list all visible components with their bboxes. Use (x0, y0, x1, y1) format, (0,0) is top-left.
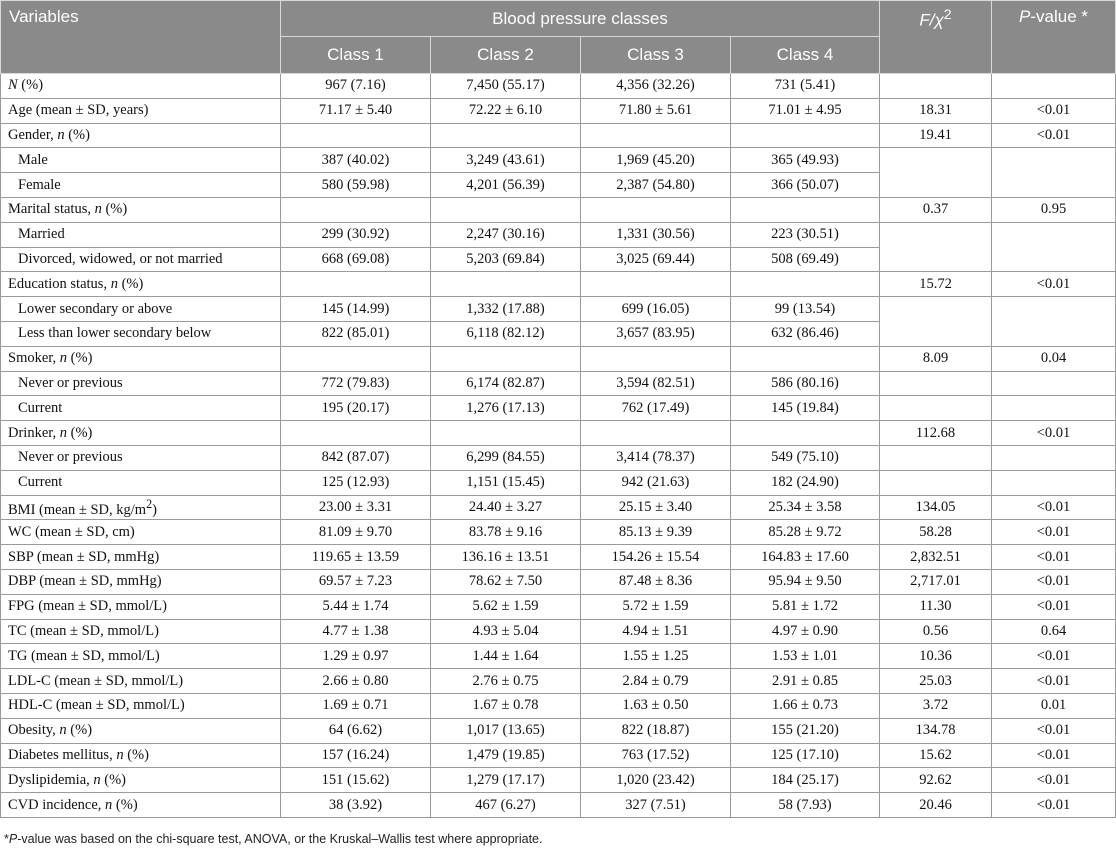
row-label: Dyslipidemia, n (%) (1, 768, 281, 793)
cell-class-3: 942 (21.63) (581, 470, 731, 495)
cell-p: <0.01 (992, 421, 1116, 446)
table-row (1, 297, 1116, 322)
header-class-2: Class 2 (431, 37, 581, 74)
cell-empty (431, 197, 581, 222)
cell-class-2: 1,479 (19.85) (431, 743, 581, 768)
cell-class-4: 125 (17.10) (731, 743, 880, 768)
cell-empty (281, 272, 431, 297)
cell-class-2: 2.76 ± 0.75 (431, 669, 581, 694)
cell-p: <0.01 (992, 768, 1116, 793)
cell-class-4: 586 (80.16) (731, 371, 880, 396)
cell-class-1: 1.69 ± 0.71 (281, 693, 431, 718)
cell-class-2: 7,450 (55.17) (431, 74, 581, 99)
table-row (1, 569, 1116, 594)
header-class-1: Class 1 (281, 37, 431, 74)
cell-class-1: 64 (6.62) (281, 718, 431, 743)
table-row (1, 470, 1116, 495)
row-label: LDL-C (mean ± SD, mmol/L) (1, 669, 281, 694)
row-label: Married (1, 222, 281, 247)
cell-class-1: 580 (59.98) (281, 173, 431, 198)
cell-class-4: 184 (25.17) (731, 768, 880, 793)
row-label: Education status, n (%) (1, 272, 281, 297)
cell-p: <0.01 (992, 718, 1116, 743)
cell-class-2: 136.16 ± 13.51 (431, 545, 581, 570)
cell-class-3: 699 (16.05) (581, 297, 731, 322)
cell-empty (581, 123, 731, 148)
cell-p: <0.01 (992, 743, 1116, 768)
cell-class-1: 23.00 ± 3.31 (281, 495, 431, 520)
cell-class-3: 3,025 (69.44) (581, 247, 731, 272)
cell-class-1: 157 (16.24) (281, 743, 431, 768)
cell-class-3: 85.13 ± 9.39 (581, 520, 731, 545)
cell-class-3: 4,356 (32.26) (581, 74, 731, 99)
cell-class-4: 549 (75.10) (731, 445, 880, 470)
cell-p: <0.01 (992, 495, 1116, 520)
cell-class-3: 2,387 (54.80) (581, 173, 731, 198)
cell-class-1: 38 (3.92) (281, 793, 431, 818)
cell-empty (731, 123, 880, 148)
cell-class-3: 822 (18.87) (581, 718, 731, 743)
cell-class-4: 5.81 ± 1.72 (731, 594, 880, 619)
cell-class-4: 25.34 ± 3.58 (731, 495, 880, 520)
cell-class-2: 6,118 (82.12) (431, 321, 581, 346)
cell-class-2: 83.78 ± 9.16 (431, 520, 581, 545)
cell-f: 2,717.01 (880, 569, 992, 594)
cell-f: 15.62 (880, 743, 992, 768)
cell-class-3: 3,414 (78.37) (581, 445, 731, 470)
cell-class-4: 366 (50.07) (731, 173, 880, 198)
header-class-4: Class 4 (731, 37, 880, 74)
row-label: Divorced, widowed, or not married (1, 247, 281, 272)
cell-class-2: 78.62 ± 7.50 (431, 569, 581, 594)
cell-class-2: 5.62 ± 1.59 (431, 594, 581, 619)
cell-f: 25.03 (880, 669, 992, 694)
cell-empty (992, 297, 1116, 347)
table-footnote: *P-value was based on the chi-square test, ANOVA, or the Kruskal–Wallis test where appropriate. (4, 832, 543, 846)
cell-empty (581, 272, 731, 297)
table-row (1, 619, 1116, 644)
table-row (1, 644, 1116, 669)
cell-class-3: 762 (17.49) (581, 396, 731, 421)
row-label: TG (mean ± SD, mmol/L) (1, 644, 281, 669)
cell-empty (731, 197, 880, 222)
cell-class-2: 1,332 (17.88) (431, 297, 581, 322)
cell-empty (581, 421, 731, 446)
cell-class-1: 1.29 ± 0.97 (281, 644, 431, 669)
cell-class-4: 155 (21.20) (731, 718, 880, 743)
cell-class-2: 1,276 (17.13) (431, 396, 581, 421)
cell-p: 0.95 (992, 197, 1116, 222)
cell-class-1: 145 (14.99) (281, 297, 431, 322)
cell-empty (581, 346, 731, 371)
cell-class-3: 71.80 ± 5.61 (581, 98, 731, 123)
cell-empty (992, 396, 1116, 421)
cell-class-3: 4.94 ± 1.51 (581, 619, 731, 644)
row-label: Smoker, n (%) (1, 346, 281, 371)
cell-empty (281, 197, 431, 222)
cell-class-2: 1,017 (13.65) (431, 718, 581, 743)
cell-f: 0.56 (880, 619, 992, 644)
cell-f: 92.62 (880, 768, 992, 793)
cell-class-2: 5,203 (69.84) (431, 247, 581, 272)
cell-f: 10.36 (880, 644, 992, 669)
cell-empty (731, 346, 880, 371)
header-p-value: P-value * (992, 1, 1116, 74)
cell-empty (731, 421, 880, 446)
cell-class-4: 4.97 ± 0.90 (731, 619, 880, 644)
cell-class-2: 1.67 ± 0.78 (431, 693, 581, 718)
cell-class-1: 842 (87.07) (281, 445, 431, 470)
table-row (1, 396, 1116, 421)
cell-empty (281, 123, 431, 148)
cell-f (880, 74, 992, 99)
cell-class-2: 1.44 ± 1.64 (431, 644, 581, 669)
cell-empty (880, 371, 992, 396)
cell-class-4: 85.28 ± 9.72 (731, 520, 880, 545)
cell-empty (880, 396, 992, 421)
cell-f: 15.72 (880, 272, 992, 297)
row-label: Age (mean ± SD, years) (1, 98, 281, 123)
cell-empty (880, 222, 992, 272)
cell-class-2: 72.22 ± 6.10 (431, 98, 581, 123)
cell-class-1: 668 (69.08) (281, 247, 431, 272)
cell-f: 134.78 (880, 718, 992, 743)
table-row (1, 743, 1116, 768)
cell-class-1: 4.77 ± 1.38 (281, 619, 431, 644)
cell-p: <0.01 (992, 520, 1116, 545)
row-label: Marital status, n (%) (1, 197, 281, 222)
cell-class-1: 299 (30.92) (281, 222, 431, 247)
cell-empty (880, 470, 992, 495)
row-label: Male (1, 148, 281, 173)
cell-empty (992, 222, 1116, 272)
cell-class-1: 151 (15.62) (281, 768, 431, 793)
cell-class-1: 69.57 ± 7.23 (281, 569, 431, 594)
cell-class-2: 4,201 (56.39) (431, 173, 581, 198)
cell-class-4: 58 (7.93) (731, 793, 880, 818)
cell-f: 8.09 (880, 346, 992, 371)
table-row (1, 445, 1116, 470)
cell-class-4: 95.94 ± 9.50 (731, 569, 880, 594)
cell-p: <0.01 (992, 545, 1116, 570)
cell-class-4: 1.66 ± 0.73 (731, 693, 880, 718)
row-label: Gender, n (%) (1, 123, 281, 148)
row-label: BMI (mean ± SD, $kg/m^2$) (1, 495, 281, 520)
cell-empty (731, 272, 880, 297)
cell-class-2: 1,279 (17.17) (431, 768, 581, 793)
row-label: Drinker, n (%) (1, 421, 281, 446)
table-row (1, 371, 1116, 396)
table-row (1, 793, 1116, 818)
cell-p: 0.64 (992, 619, 1116, 644)
cell-empty (880, 445, 992, 470)
cell-f: 2,832.51 (880, 545, 992, 570)
cell-empty (431, 421, 581, 446)
row-label: HDL-C (mean ± SD, mmol/L) (1, 693, 281, 718)
table-row (1, 98, 1116, 123)
cell-p: <0.01 (992, 594, 1116, 619)
cell-empty (281, 421, 431, 446)
row-label: Less than lower secondary below (1, 321, 281, 346)
cell-class-4: 223 (30.51) (731, 222, 880, 247)
row-label: FPG (mean ± SD, mmol/L) (1, 594, 281, 619)
cell-empty (992, 371, 1116, 396)
cell-class-3: 154.26 ± 15.54 (581, 545, 731, 570)
row-label: CVD incidence, n (%) (1, 793, 281, 818)
cell-class-4: 1.53 ± 1.01 (731, 644, 880, 669)
row-label: Female (1, 173, 281, 198)
table-row (1, 222, 1116, 247)
row-label: Current (1, 470, 281, 495)
header-variables: Variables (1, 1, 281, 74)
cell-p: <0.01 (992, 644, 1116, 669)
table-row (1, 421, 1116, 446)
cell-class-1: 2.66 ± 0.80 (281, 669, 431, 694)
table-row (1, 197, 1116, 222)
row-label: SBP (mean ± SD, mmHg) (1, 545, 281, 570)
cell-f: 58.28 (880, 520, 992, 545)
cell-class-3: 1,020 (23.42) (581, 768, 731, 793)
cell-f: 134.05 (880, 495, 992, 520)
cell-class-4: 365 (49.93) (731, 148, 880, 173)
cell-class-4: 145 (19.84) (731, 396, 880, 421)
cell-p: <0.01 (992, 569, 1116, 594)
table-row (1, 669, 1116, 694)
cell-empty (880, 297, 992, 347)
table-row (1, 594, 1116, 619)
cell-f: 0.37 (880, 197, 992, 222)
cell-class-4: 71.01 ± 4.95 (731, 98, 880, 123)
cell-class-3: 763 (17.52) (581, 743, 731, 768)
row-label: Current (1, 396, 281, 421)
cell-empty (431, 123, 581, 148)
cell-class-3: 87.48 ± 8.36 (581, 569, 731, 594)
cell-class-2: 4.93 ± 5.04 (431, 619, 581, 644)
cell-class-3: 1.63 ± 0.50 (581, 693, 731, 718)
cell-empty (992, 148, 1116, 198)
table-row (1, 123, 1116, 148)
row-label: Never or previous (1, 371, 281, 396)
row-label: N (%) (1, 74, 281, 99)
header-bp-classes: Blood pressure classes (281, 1, 880, 37)
cell-class-2: 1,151 (15.45) (431, 470, 581, 495)
table-row (1, 520, 1116, 545)
cell-class-3: 1,969 (45.20) (581, 148, 731, 173)
cell-p: <0.01 (992, 272, 1116, 297)
cell-class-1: 387 (40.02) (281, 148, 431, 173)
cell-class-1: 5.44 ± 1.74 (281, 594, 431, 619)
cell-empty (880, 148, 992, 198)
cell-class-2: 6,174 (82.87) (431, 371, 581, 396)
cell-class-2: 2,247 (30.16) (431, 222, 581, 247)
cell-empty (581, 197, 731, 222)
cell-p: <0.01 (992, 669, 1116, 694)
cell-p (992, 74, 1116, 99)
cell-empty (431, 272, 581, 297)
cell-class-3: 3,594 (82.51) (581, 371, 731, 396)
cell-class-3: 3,657 (83.95) (581, 321, 731, 346)
cell-class-1: 81.09 ± 9.70 (281, 520, 431, 545)
cell-f: 18.31 (880, 98, 992, 123)
cell-f: 20.46 (880, 793, 992, 818)
row-label: Diabetes mellitus, n (%) (1, 743, 281, 768)
cell-f: 112.68 (880, 421, 992, 446)
cell-class-4: 2.91 ± 0.85 (731, 669, 880, 694)
cell-class-1: 967 (7.16) (281, 74, 431, 99)
cell-class-3: 1,331 (30.56) (581, 222, 731, 247)
cell-class-1: 195 (20.17) (281, 396, 431, 421)
cell-class-1: 822 (85.01) (281, 321, 431, 346)
cell-f: 11.30 (880, 594, 992, 619)
cell-p: <0.01 (992, 793, 1116, 818)
table-row (1, 148, 1116, 173)
table-row (1, 272, 1116, 297)
cell-class-3: 25.15 ± 3.40 (581, 495, 731, 520)
cell-class-3: 327 (7.51) (581, 793, 731, 818)
cell-class-1: 119.65 ± 13.59 (281, 545, 431, 570)
cell-class-1: 125 (12.93) (281, 470, 431, 495)
cell-class-4: 182 (24.90) (731, 470, 880, 495)
table-row (1, 495, 1116, 520)
header-f-chi2: $F/\chi^2$ (880, 1, 992, 74)
cell-class-4: 164.83 ± 17.60 (731, 545, 880, 570)
table-row (1, 768, 1116, 793)
cell-class-3: 5.72 ± 1.59 (581, 594, 731, 619)
table-row (1, 545, 1116, 570)
cell-class-1: 71.17 ± 5.40 (281, 98, 431, 123)
cell-empty (992, 470, 1116, 495)
table-row (1, 693, 1116, 718)
cell-p: <0.01 (992, 98, 1116, 123)
cell-p: 0.01 (992, 693, 1116, 718)
cell-class-4: 731 (5.41) (731, 74, 880, 99)
cell-class-2: 3,249 (43.61) (431, 148, 581, 173)
table-row (1, 718, 1116, 743)
cell-class-4: 508 (69.49) (731, 247, 880, 272)
cell-class-3: 2.84 ± 0.79 (581, 669, 731, 694)
cell-f: 19.41 (880, 123, 992, 148)
row-label: WC (mean ± SD, cm) (1, 520, 281, 545)
cell-p: 0.04 (992, 346, 1116, 371)
cell-class-4: 99 (13.54) (731, 297, 880, 322)
cell-empty (992, 445, 1116, 470)
cell-class-4: 632 (86.46) (731, 321, 880, 346)
table-row (1, 346, 1116, 371)
cell-class-2: 467 (6.27) (431, 793, 581, 818)
cell-empty (281, 346, 431, 371)
row-label: Lower secondary or above (1, 297, 281, 322)
table-row (1, 74, 1116, 99)
row-label: TC (mean ± SD, mmol/L) (1, 619, 281, 644)
cell-empty (431, 346, 581, 371)
cell-p: <0.01 (992, 123, 1116, 148)
cell-class-2: 6,299 (84.55) (431, 445, 581, 470)
row-label: Obesity, n (%) (1, 718, 281, 743)
cell-class-1: 772 (79.83) (281, 371, 431, 396)
cell-class-2: 24.40 ± 3.27 (431, 495, 581, 520)
row-label: DBP (mean ± SD, mmHg) (1, 569, 281, 594)
row-label: Never or previous (1, 445, 281, 470)
header-class-3: Class 3 (581, 37, 731, 74)
cell-f: 3.72 (880, 693, 992, 718)
cell-class-3: 1.55 ± 1.25 (581, 644, 731, 669)
